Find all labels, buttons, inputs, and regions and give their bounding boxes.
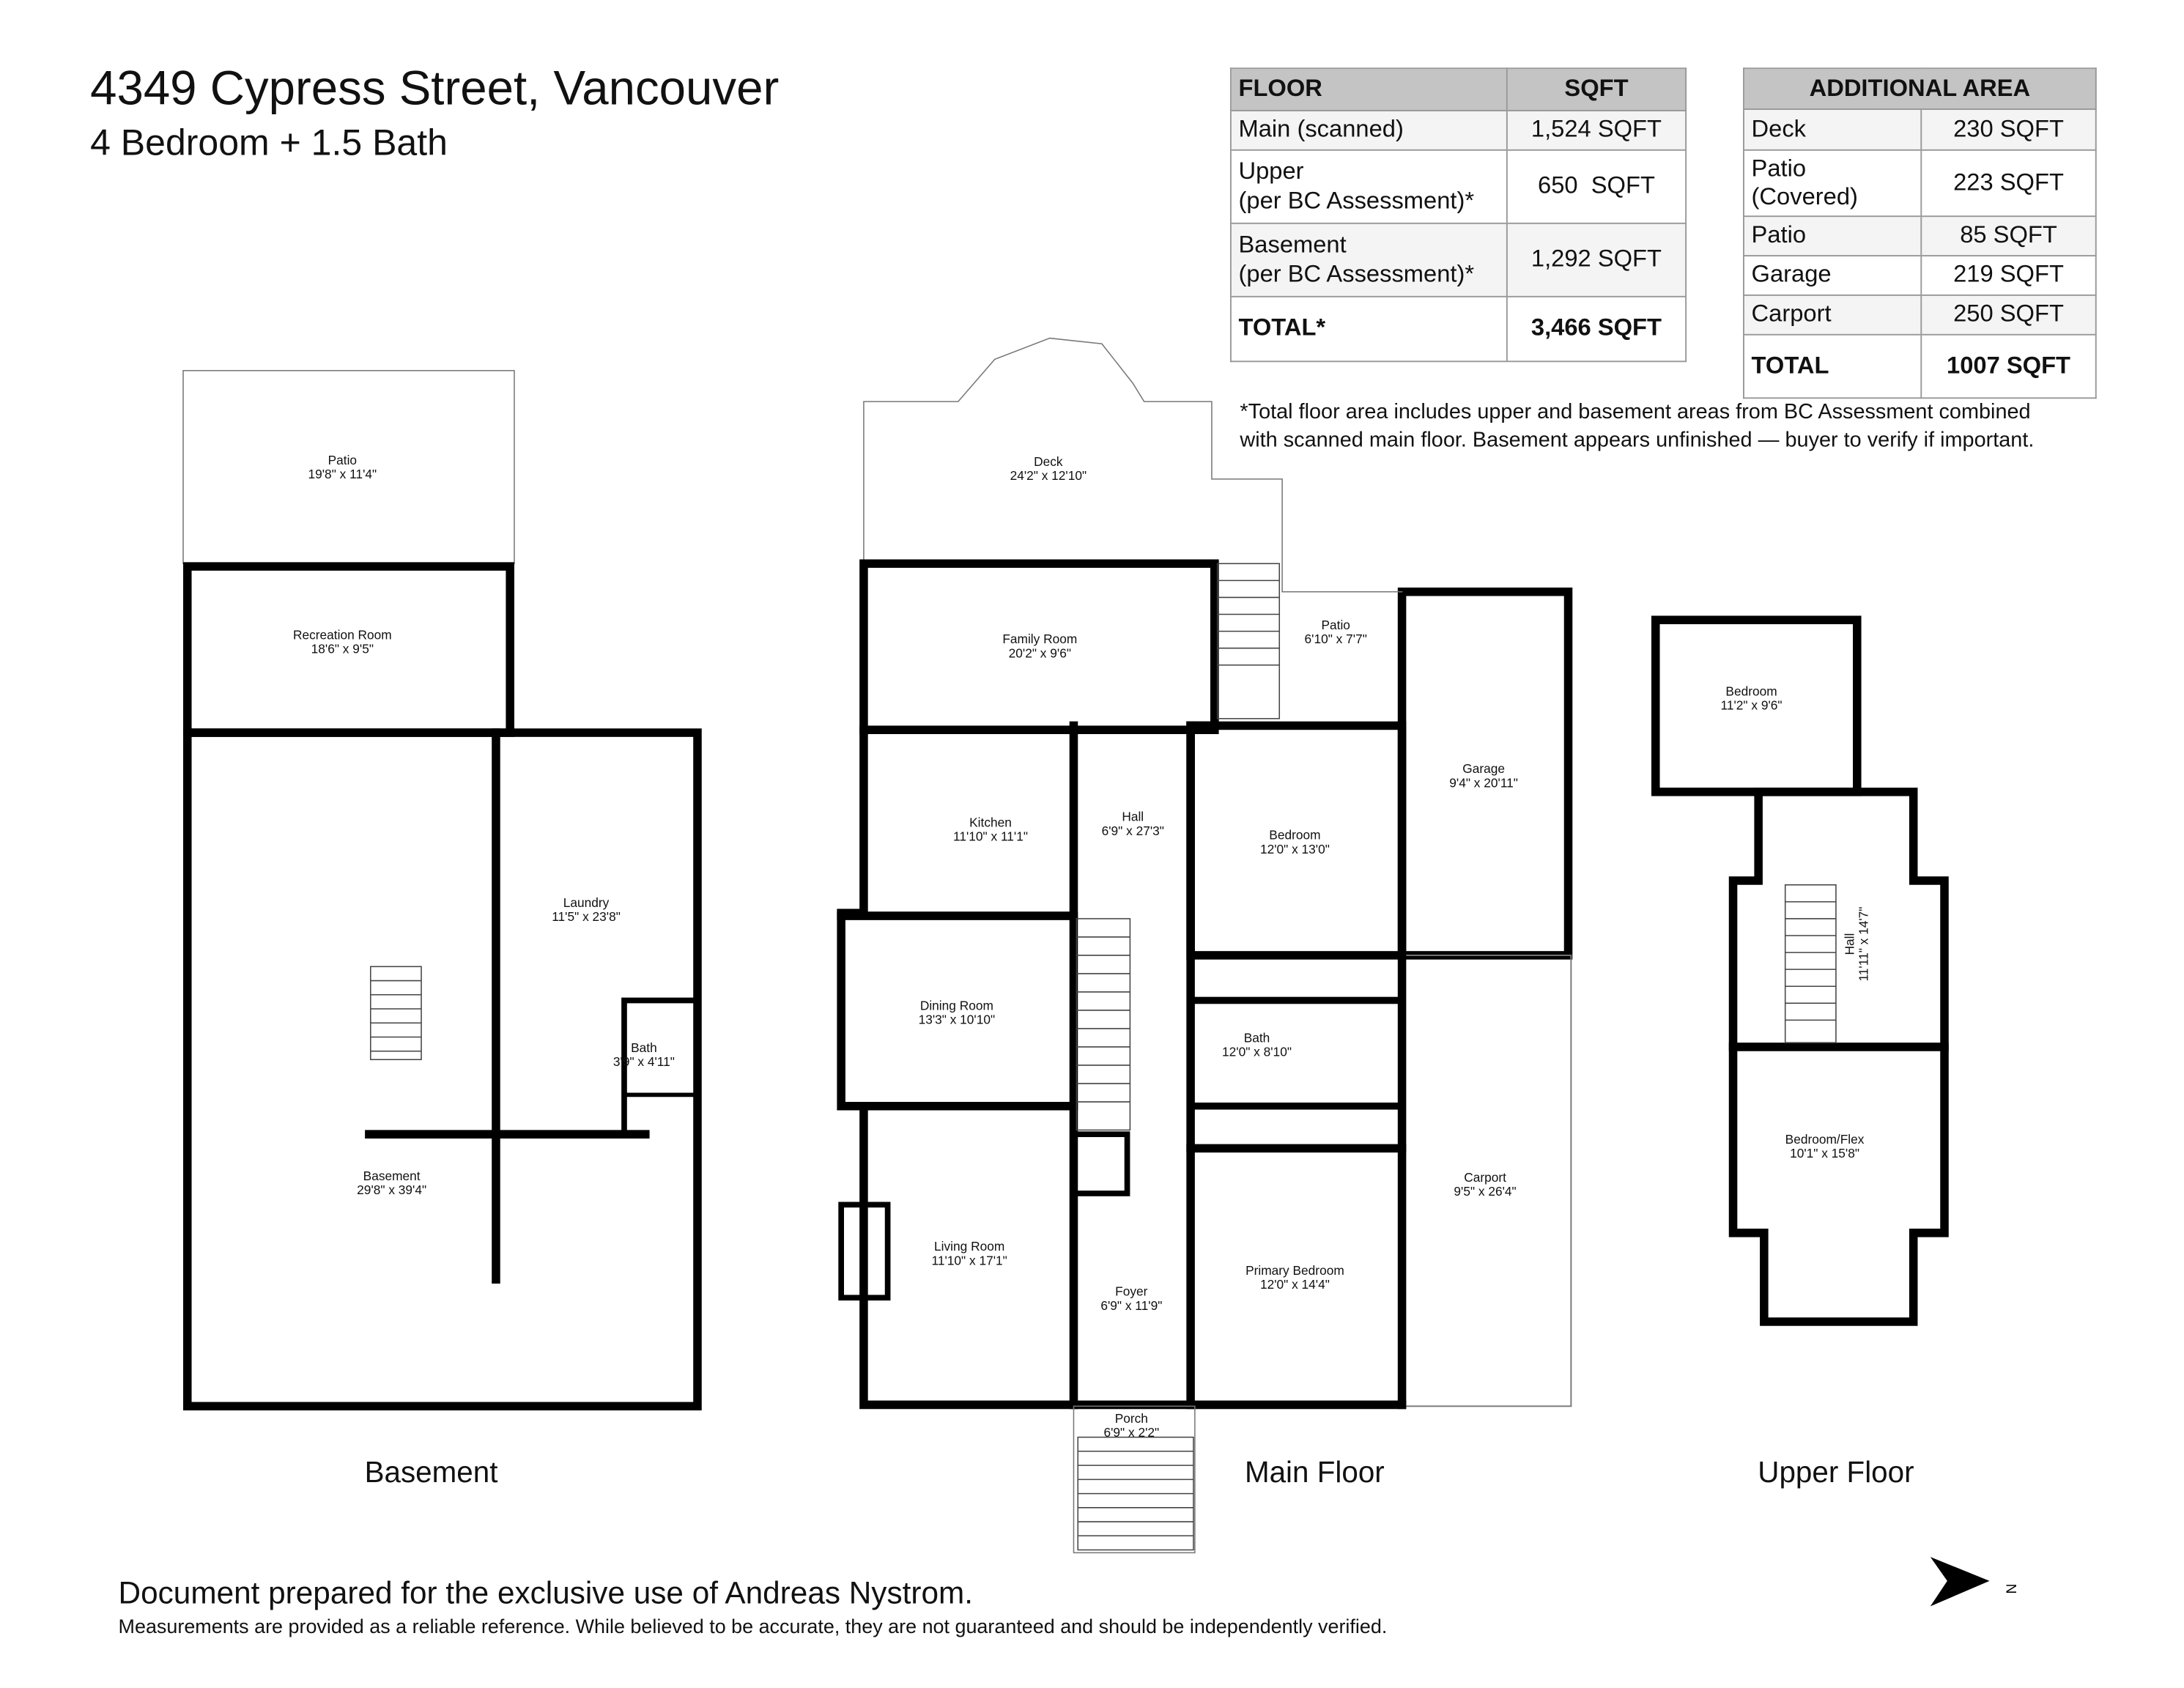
footer-prepared-for: Document prepared for the exclusive use of Andreas Nystrom. <box>118 1575 973 1611</box>
room-label: Recreation Room 18'6" x 9'5" <box>292 628 392 657</box>
table-row: Upper (per BC Assessment)* 650 SQFT <box>1231 150 1686 223</box>
col-sqft: SQFT <box>1507 68 1686 111</box>
table-row: Basement (per BC Assessment)* 1,292 SQFT <box>1231 223 1686 297</box>
room-label: Hall 6'9" x 27'3" <box>1101 810 1164 839</box>
room-label: Bedroom 12'0" x 13'0" <box>1259 828 1330 857</box>
table-row: Patio (Covered) 223 SQFT <box>1744 150 2096 216</box>
room-label: Primary Bedroom 12'0" x 14'4" <box>1245 1263 1344 1292</box>
room-label: Family Room 20'2" x 9'6" <box>1002 632 1078 661</box>
room-label: Bedroom/Flex 10'1" x 15'8" <box>1785 1132 1865 1161</box>
room-label: Bath 12'0" x 8'10" <box>1222 1031 1292 1060</box>
room-label: Laundry 11'5" x 23'8" <box>552 895 621 925</box>
additional-area-table: ADDITIONAL AREA Deck 230 SQFT Patio (Covered) 223 SQFT Patio 85 SQFT Garage 219 SQFT Carport 250 SQFT TOTAL 1007 SQFT <box>1743 67 2097 399</box>
room-label: Hall 11'11" x 14'7" <box>1842 906 1872 982</box>
room-label: Dining Room 13'3" x 10'10" <box>918 998 996 1028</box>
room-label: Foyer 6'9" x 11'9" <box>1100 1284 1163 1314</box>
table-row: Deck 230 SQFT <box>1744 109 2096 150</box>
room-label: Garage 9'4" x 20'11" <box>1449 761 1518 791</box>
table-row: Garage 219 SQFT <box>1744 256 2096 295</box>
room-label: Kitchen 11'10" x 11'1" <box>953 815 1029 844</box>
north-arrow-icon <box>1931 1557 2018 1606</box>
floor-label-main: Main Floor <box>1244 1456 1385 1489</box>
room-label: Patio 6'10" x 7'7" <box>1304 618 1367 647</box>
room-label: Living Room 11'10" x 17'1" <box>931 1239 1007 1268</box>
upper-walls <box>1733 792 1944 1322</box>
footer-disclaimer: Measurements are provided as a reliable reference. While believed to be accurate, they are not guaranteed and should be independently verified. <box>118 1614 1388 1637</box>
col-floor: FLOOR <box>1231 68 1507 111</box>
table-row: Carport 250 SQFT <box>1744 295 2096 335</box>
room-label: Basement 29'8" x 39'4" <box>357 1169 427 1198</box>
floor-label-upper: Upper Floor <box>1758 1456 1914 1489</box>
room-label: Porch 6'9" x 2'2" <box>1103 1411 1160 1440</box>
table-row: Patio 85 SQFT <box>1744 216 2096 256</box>
room-label: Deck 24'2" x 12'10" <box>1010 454 1087 484</box>
footnote: *Total floor area includes upper and basement areas from BC Assessment combined with scanned main floor. Basement appears unfinished — buyer to verify if important. <box>1240 400 2035 453</box>
room-label: Patio 19'8" x 11'4" <box>308 453 377 482</box>
table-row: Main (scanned) 1,524 SQFT <box>1231 111 1686 150</box>
page-title: 4349 Cypress Street, Vancouver <box>90 62 780 116</box>
table-total-row: TOTAL* 3,466 SQFT <box>1231 297 1686 361</box>
table-total-row: TOTAL 1007 SQFT <box>1744 335 2096 399</box>
room-label: Carport 9'5" x 26'4" <box>1454 1170 1517 1199</box>
room-label: Bedroom 11'2" x 9'6" <box>1720 684 1783 714</box>
room-label: Bath 3'9" x 4'11" <box>612 1040 675 1070</box>
svg-text:N: N <box>2002 1583 2018 1594</box>
page-subtitle: 4 Bedroom + 1.5 Bath <box>90 121 448 164</box>
floor-label-basement: Basement <box>364 1456 498 1489</box>
